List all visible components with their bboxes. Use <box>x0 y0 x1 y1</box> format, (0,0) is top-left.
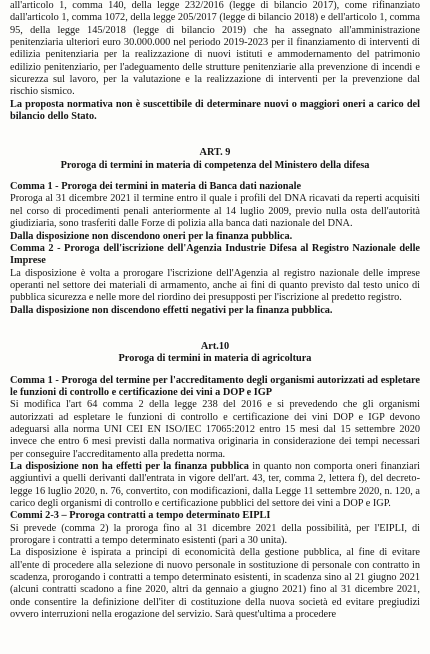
art9-comma1-conclusion: Dalla disposizione non discendono oneri per la finanza pubblica. <box>10 230 293 242</box>
art10-comma1-tail: in quanto non comporta oneri finanziari aggiuntivi a quelli derivanti dall'entrata in vigore dell'art. 43, ter, comma 2, lettera f), del decreto-legge 16 luglio 2020, n. 76, convertito, con modificazioni, dalla Legge 11 settembre 2020, n. 120, a carico degli organismi di controllo e certificazione pubblici del settore dei vini a DOP e IGP. <box>10 461 420 510</box>
art9-comma2-heading: Comma 2 - Proroga dell'iscrizione dell'Agenzia Industrie Difesa al Registro Nazionale delle Imprese <box>10 242 420 267</box>
art9-comma2-conclusion: Dalla disposizione non discendono effetti negativi per la finanza pubblica. <box>10 304 333 316</box>
art9-comma2-text: La disposizione è volta a prorogare l'iscrizione dell'Agenzia al registro nazionale delle imprese operanti nel settore dei materiali di armamento, anche ai fini di quanto previsto dal testo unico di pubblica sicurezza e nelle more del riordino dei presupposti per l'iscrizione al predetto registro. <box>10 267 420 304</box>
art9-comma1-text: Proroga al 31 dicembre 2021 il termine entro il quale i profili del DNA ricavati da reperti acquisiti nel corso di procedimenti penali anteriormente al 14 luglio 2009, previo nulla osta dell'autorità giudiziaria, sono trasferiti dalle Forze di polizia alla banca dati nazionale del DNA. <box>10 193 420 230</box>
article-10-title: Art.10 <box>200 340 230 352</box>
article-10-subtitle: Proroga di termini in materia di agricoltura <box>118 353 312 365</box>
intro-paragraph: all'articolo 1, comma 140, della legge 232/2016 (legge di bilancio 2017), come rifinanziato dall'articolo 1, comma 1072, della legge 205/2017 (legge di bilancio 2018) e dell'articolo 1, comma 95, della legge 145/2018 (legge di bilancio 2019) che ha assegnato all'amministrazione penitenziaria ulteriori euro 30.000.000 nel periodo 2019-2023 per il finanziamento di interventi di edilizia penitenziaria per la realizzazione di nuovi istituti e ammodernamento del patrimonio edilizio penitenziario, per l'adeguamento delle strutture penitenziarie alla prevenzione di incendi e sicurezza sul lavoro, per la valutazione e la realizzazione di interventi per la prevenzione dal rischio sismico. <box>10 0 420 98</box>
article-9-title: ART. 9 <box>199 147 231 159</box>
intro-conclusion: La proposta normativa non è suscettibile di determinare nuovi o maggiori oneri a carico del bilancio dello Stato. <box>10 98 420 123</box>
art10-commi23-heading: Commi 2-3 – Proroga contratti a tempo determinato EIPLI <box>10 510 271 522</box>
art10-comma1-text: Si modifica l'art 64 comma 2 della legge 238 del 2016 e si prevedendo che gli organismi autorizzati ad espletare le funzioni di controllo e certificazione dei vini DOP e IGP devono adeguarsi alla norma UNI CEI EN ISO/IEC 17065:2012 entro 15 mesi dal 15 settembre 2020 invece che entro 6 mesi previsti dalla normativa originaria in considerazione dei tempi necessari per conseguire l'accreditamento alla predetta norma. <box>10 399 420 460</box>
art10-commi23-text2: La disposizione è ispirata a principi di economicità della gestione pubblica, al fine di evitare all'ente di procedere alla selezione di nuovo personale in sostituzione di personale con contratto in scadenza, prorogando i contratti a tempo determinato esistenti, in scadenza sino al 21 giugno 2021 (alcuni contratti scadono a fine 2020, altri da gennaio a giugno 2021) fino al 31 dicembre 2021, onde consentire la definizione dell'iter di costituzione della nuova società ed evitare pregiudizi ovvero interruzioni nella erogazione del servizio. Sarà quest'ultima a procedere <box>10 547 420 621</box>
art10-comma1-bold-lead: La disposizione non ha effetti per la finanza pubblica <box>10 461 249 472</box>
article-9-subtitle: Proroga di termini in materia di competenza del Ministero della difesa <box>60 159 370 171</box>
art9-comma1-heading: Comma 1 - Proroga dei termini in materia di Banca dati nazionale <box>10 181 302 193</box>
art10-comma1-conclusion <box>10 461 420 510</box>
art10-comma1-heading: Comma 1 - Proroga del termine per l'accreditamento degli organismi autorizzati ad espletare le funzioni di controllo e certificazione dei vini a DOP e IGP <box>10 374 420 398</box>
art10-commi23-text1: Si prevede (comma 2) la proroga fino al 31 dicembre 2021 della possibilità, per l'EIPLI, di prorogare i contratti a tempo determinato esistenti (pari a 30 unita). <box>10 522 420 547</box>
